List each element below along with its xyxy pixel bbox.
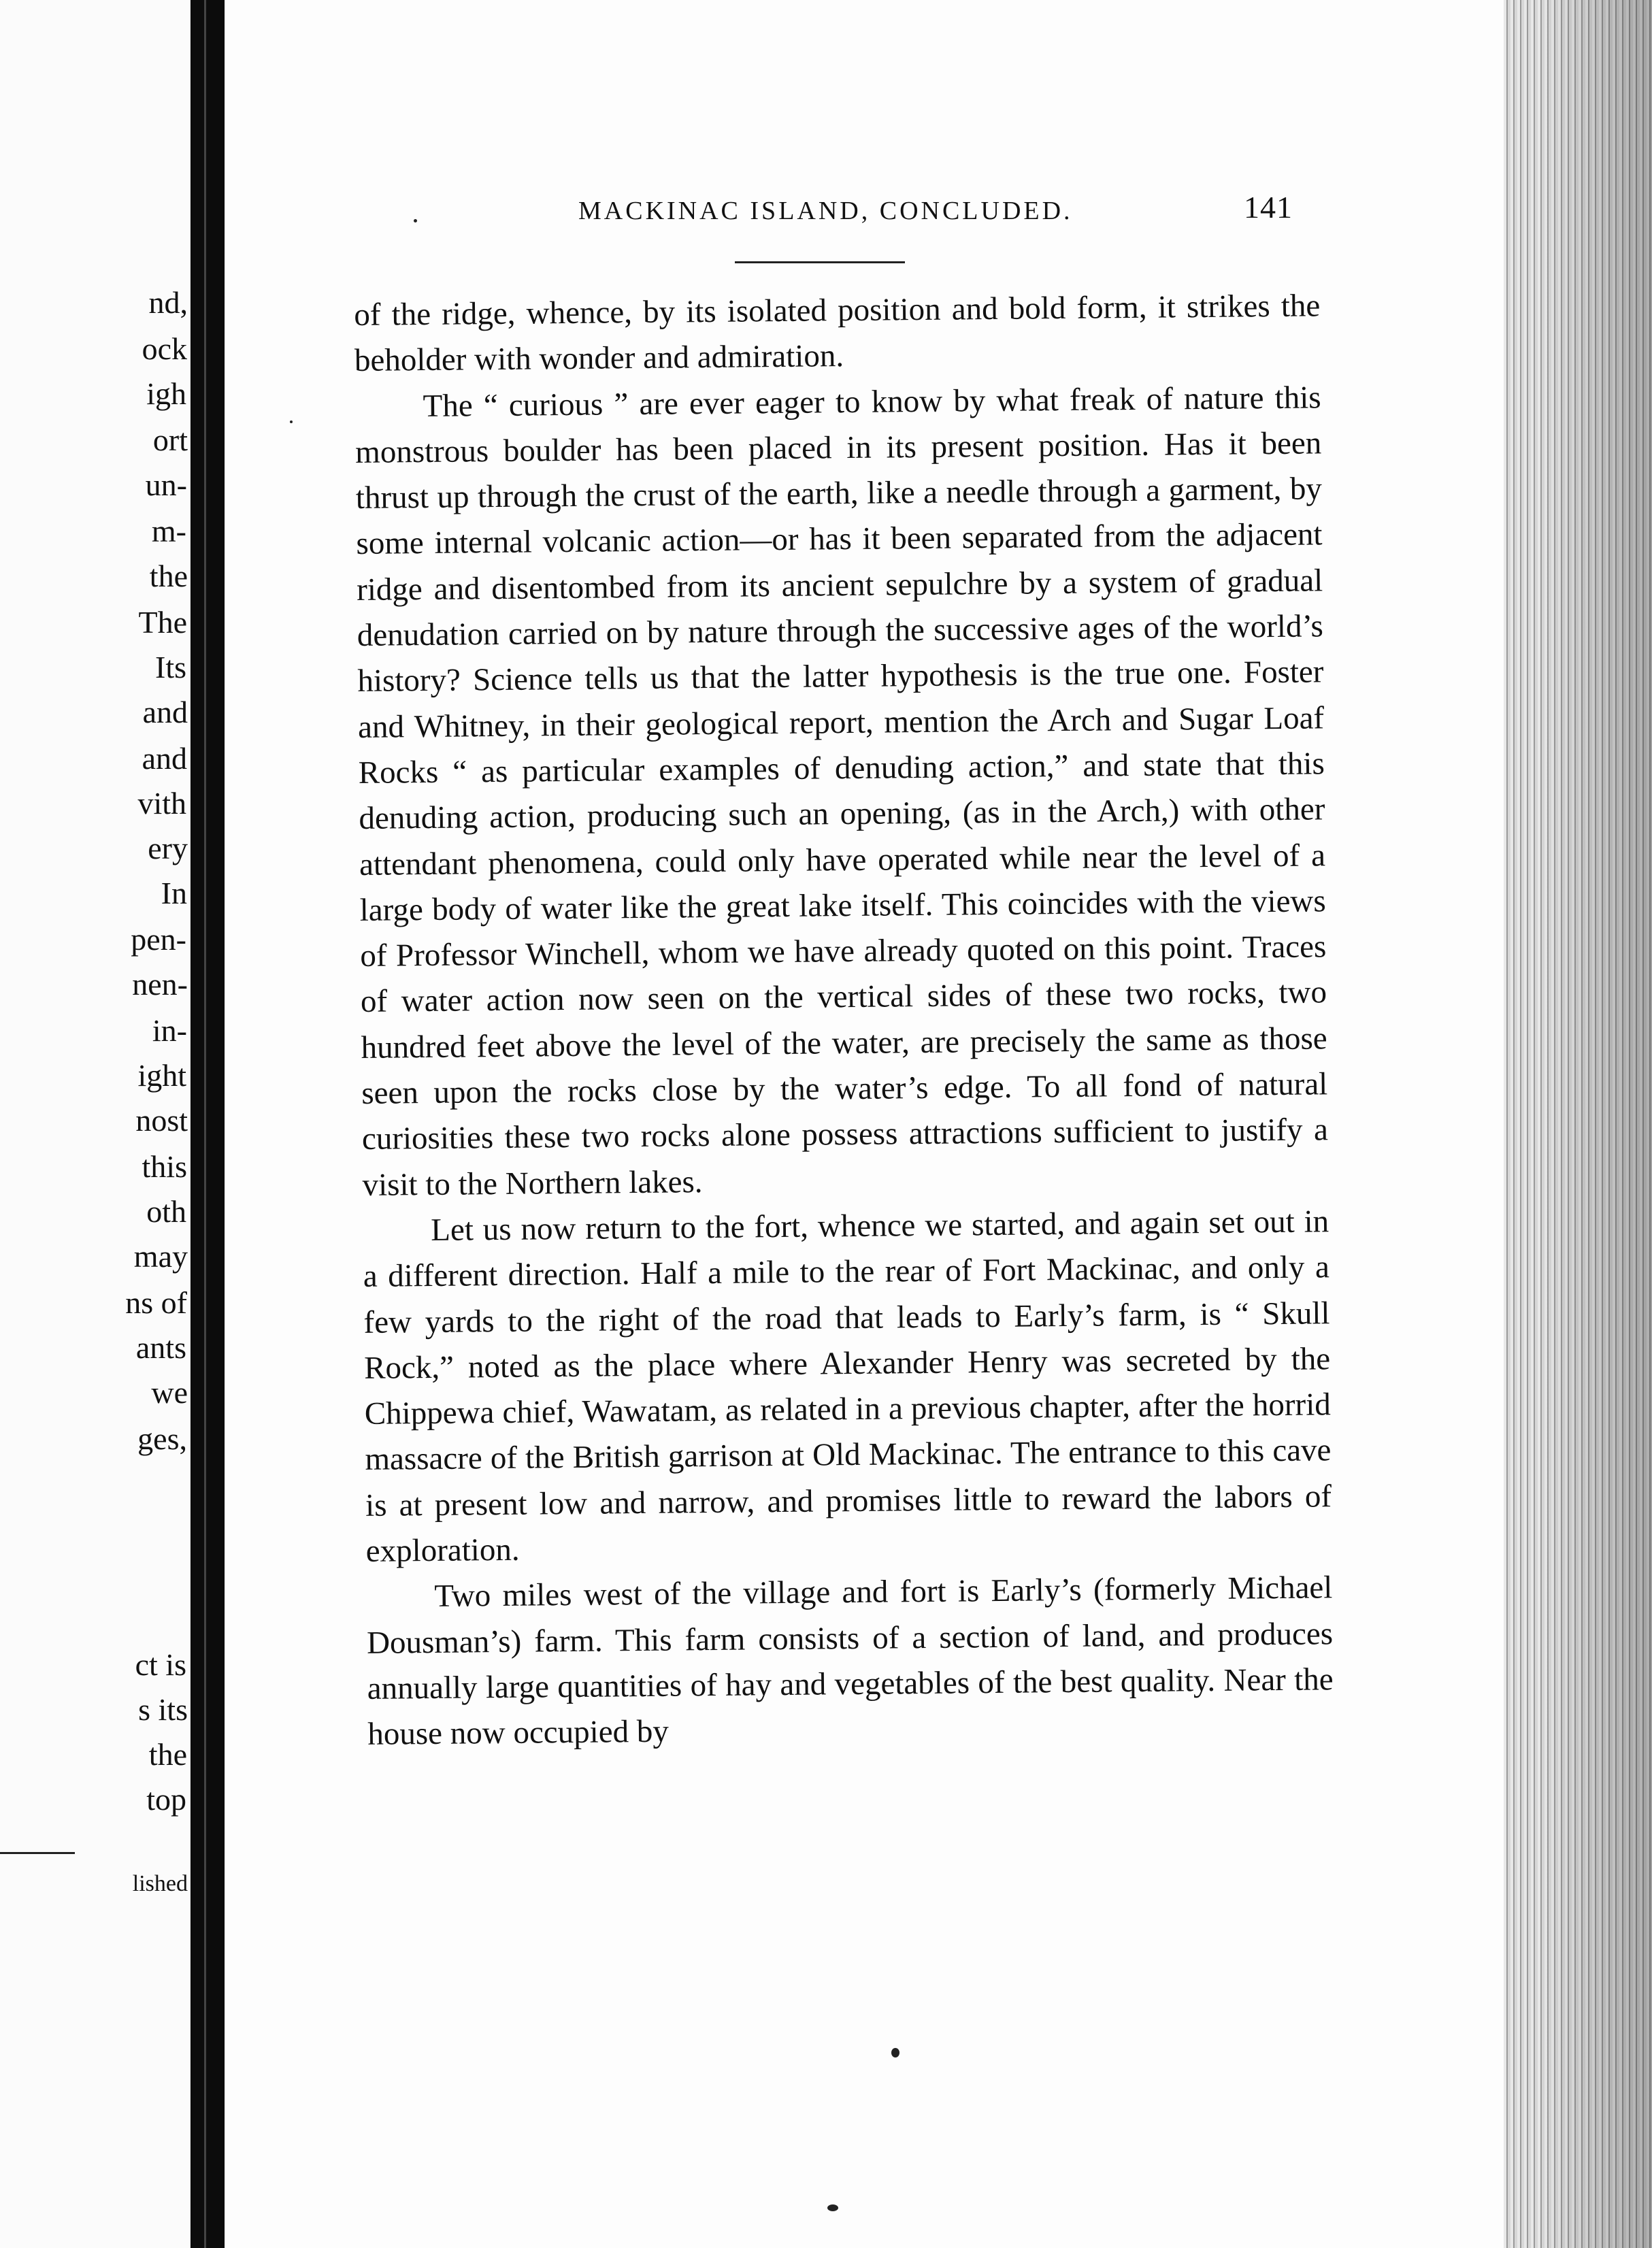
paragraph-4: Two miles west of the village and fort is Early’s (formerly Michael Dousman’s) farm. This farm consists of a section of land, and produces annually large quantities of hay and vegetables of the best quality. Near the house now occupied by [366,1570,1334,1753]
left-page-fragment: the [148,1737,187,1772]
left-page-fragment: Its [155,650,186,684]
left-page-fragment: ort [152,423,188,457]
paragraph-1: of the ridge, whence, by its isolated position and bold form, it strikes the beholder with wonder and admiration. [354,288,1321,379]
body-text [354,283,1334,1757]
left-page-fragment: this [142,1149,187,1184]
paragraph-3: Let us now return to the fort, whence we started, and again set out in a different direction. Half a mile to the rear of Fort Mackinac, and only a few yards to the right of the road that leads to Early’s farm, is “ Skull Rock,” noted as the place where Alexander Henry was secreted by the Chippewa chief, Wawatam, as related in a previous chapter, after the horrid massacre of the British garrison at Old Mackinac. The entrance to this cave is at present low and narrow, and promises little to reward the labors of exploration. [363,1204,1332,1569]
facing-page-left [0,0,191,2248]
left-page-fragment: and [142,741,187,776]
header-rule [735,261,905,263]
left-page-fragment: In [161,876,187,910]
running-header [354,192,1374,233]
left-page-fragment: ight [137,1058,186,1093]
left-page-footnote-fragment: lished [132,1871,188,1896]
left-page-fragment: The [138,605,187,640]
left-page-fragment: nost [135,1103,188,1138]
paragraph-2: The “ curious ” are ever eager to know by what freak of nature this monstrous boulder has been placed in its present position. Has it been thrust up through the crust of the earth, like a needle through a garment, by some internal volcanic action—or has it been separated from the adjacent ridge and disentombed from its ancient sepulchre by a system of gradual denudation carried on by nature through the successive ages of the world’s history? Science tells us that the latter hypothesis is the true one. Foster and Whitney, in their geological report, mention the Arch and Sugar Loaf Rocks “ as particular examples of denuding action,” and state that this denuding action, producing such an opening, (as in the Arch,) with other attendant phenomena, could only have operated while near the level of a large body of water like the great lake itself. This coincides with the views of Professor Winchell, whom we have already quoted on this point. Traces of water action now seen on the vertical sides of these two rocks, two hundred feet above the level of the water, are precisely the same as those seen upon the rocks close by the water’s edge. To all fond of natural curiosities these two rocks alone possess attractions sufficient to justify a visit to the Northern lakes. [355,379,1329,1203]
ink-blot-mark [891,2048,899,2057]
left-page-fragment: pen- [131,922,186,957]
page-edges-shadow [1538,0,1652,2248]
left-page-fragment: ns of [125,1285,187,1320]
left-page-fragment: ock [142,331,187,366]
left-page-fragment: the [149,559,188,593]
speck-mark [290,420,293,423]
left-page-fragment: ges, [137,1421,187,1456]
left-page-fragment: igh [146,376,186,411]
left-page-fragment: may [133,1239,188,1274]
left-page-fragment: and [142,695,188,729]
left-page-fragment: nen- [132,967,188,1002]
left-page-fragment: in- [152,1013,187,1048]
ink-blot-mark [827,2204,838,2211]
left-page-fragment: we [151,1375,188,1410]
left-page-fragment: ants [135,1330,186,1365]
gutter-shadow-line [204,0,206,2248]
left-page-fragment: un- [145,467,187,502]
left-page-fragment: top [146,1782,186,1817]
left-page-fragment: ct is [135,1647,186,1682]
left-page-fragment: ery [148,831,188,865]
left-page-fragment: vith [137,786,186,821]
page-number: 141 [1244,190,1293,225]
running-title: MACKINAC ISLAND, CONCLUDED. [578,197,1073,225]
left-page-fragment: m- [151,514,186,548]
left-page-fragment: nd, [148,285,188,320]
left-page-fragment: oth [146,1194,186,1229]
left-page-fragment: s its [138,1692,188,1727]
book-gutter [192,0,223,2248]
left-page-footnote-rule [0,1852,75,1854]
